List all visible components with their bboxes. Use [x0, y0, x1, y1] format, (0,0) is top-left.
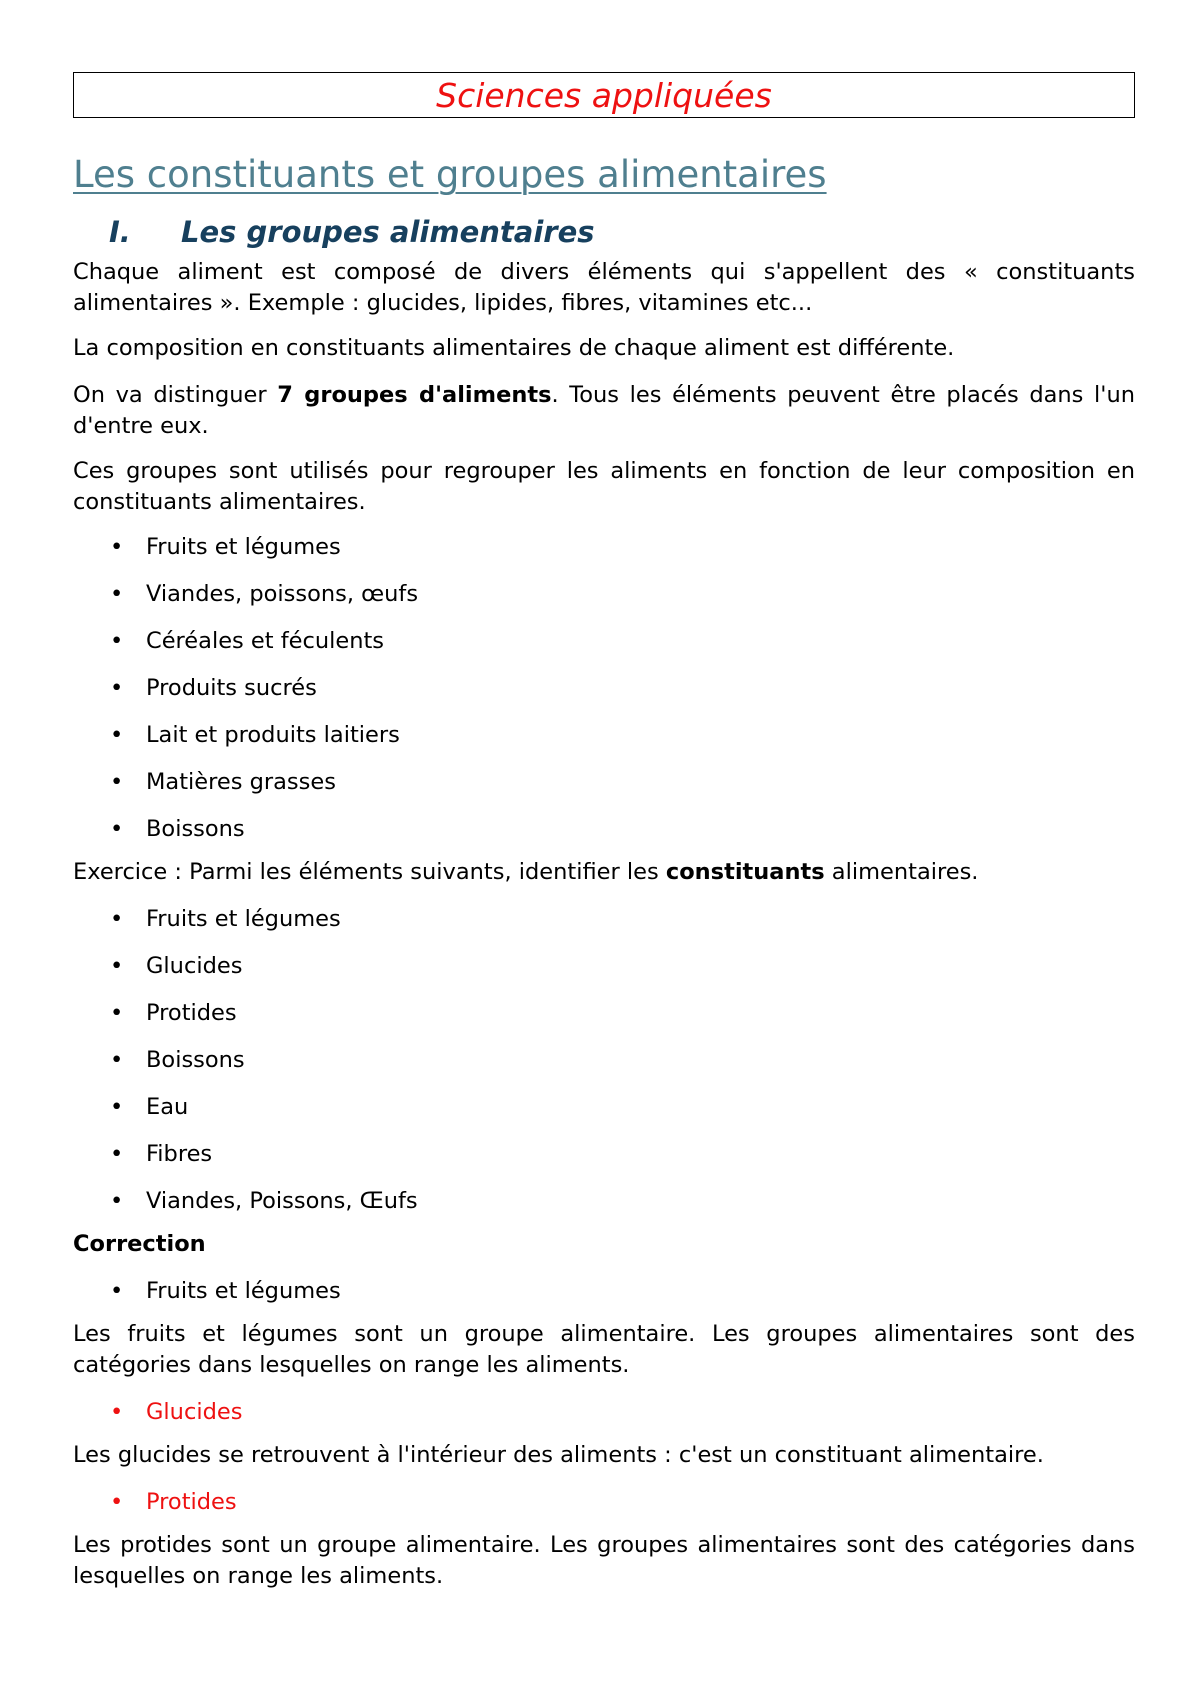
- section-number: I.: [109, 214, 131, 249]
- distinguish-bold: 7 groupes d'aliments: [277, 382, 552, 409]
- bullet-icon: •: [110, 1489, 124, 1516]
- list-item: [73, 1139, 1135, 1170]
- correction-heading: Correction: [73, 1231, 206, 1258]
- list-item-label: Viandes, Poissons, Œufs: [146, 1188, 418, 1215]
- list-item-label: Protides: [146, 1000, 237, 1027]
- exercise-bold: constituants: [665, 859, 825, 886]
- distinguish-paragraph: [73, 380, 1135, 442]
- intro-paragraph: Chaque aliment est composé de divers éléments qui s'appellent des « constituants alimentaires ». Exemple : glucides, lipides, fibres, vitamines etc...: [73, 259, 1135, 317]
- bullet-icon: •: [110, 1141, 124, 1168]
- correction-list-2: [73, 1397, 1135, 1428]
- bullet-icon: •: [110, 722, 124, 749]
- section-heading: [73, 215, 1135, 250]
- bullet-icon: •: [110, 1047, 124, 1074]
- distinguish-suffix: . Tous les éléments peuvent être placés dans l'un d'entre eux.: [73, 382, 1136, 440]
- bullet-icon: •: [110, 1399, 124, 1426]
- correction-text-2: Les glucides se retrouvent à l'intérieur des aliments : c'est un constituant alimentaire.: [73, 1442, 1044, 1469]
- exercise-suffix: alimentaires.: [824, 859, 979, 886]
- list-item-label: Protides: [146, 1489, 237, 1516]
- list-item: [73, 767, 1135, 798]
- list-item-label: Fruits et légumes: [146, 906, 341, 933]
- list-item-label: Boissons: [146, 816, 245, 843]
- list-item: [73, 904, 1135, 935]
- bullet-icon: •: [110, 675, 124, 702]
- groups-paragraph: Ces groupes sont utilisés pour regrouper les aliments en fonction de leur composition en constituants alimentaires.: [73, 458, 1135, 516]
- exercise-prefix: Exercice : Parmi les éléments suivants, identifier les: [73, 859, 666, 886]
- section-title: Les groupes alimentaires: [181, 214, 595, 249]
- list-item-label: Fruits et légumes: [146, 534, 341, 561]
- list-item-label: Fibres: [146, 1141, 213, 1168]
- correction-text-3: Les protides sont un groupe alimentaire. Les groupes alimentaires sont des catégories dans lesquelles on range les aliments.: [73, 1532, 1135, 1590]
- exercise-paragraph: [73, 857, 1135, 888]
- correction-text-1: Les fruits et légumes sont un groupe alimentaire. Les groupes alimentaires sont des catégories dans lesquelles on range les aliments.: [73, 1321, 1135, 1379]
- bullet-icon: •: [110, 769, 124, 796]
- list-item: [73, 814, 1135, 845]
- bullet-icon: •: [110, 1094, 124, 1121]
- list-item-label: Eau: [146, 1094, 189, 1121]
- list-item: [73, 1487, 1135, 1518]
- composition-paragraph: La composition en constituants alimentaires de chaque aliment est différente.: [73, 335, 955, 362]
- bullet-icon: •: [110, 906, 124, 933]
- exercise-list: [73, 904, 1135, 1217]
- list-item: [73, 579, 1135, 610]
- bullet-icon: •: [110, 534, 124, 561]
- list-item: [73, 720, 1135, 751]
- list-item-label: Matières grasses: [146, 769, 336, 796]
- list-item: [73, 673, 1135, 704]
- list-item: [73, 1276, 1135, 1307]
- bullet-icon: •: [110, 953, 124, 980]
- bullet-icon: •: [110, 1278, 124, 1305]
- list-item: [73, 626, 1135, 657]
- list-item-label: Céréales et féculents: [146, 628, 385, 655]
- doc-title: Les constituants et groupes alimentaires: [73, 153, 827, 196]
- list-item-label: Glucides: [146, 1399, 243, 1426]
- list-item: [73, 998, 1135, 1029]
- list-item-label: Produits sucrés: [146, 675, 317, 702]
- header-box: [73, 72, 1135, 118]
- groups-list: [73, 532, 1135, 845]
- list-item: [73, 1186, 1135, 1217]
- list-item-label: Viandes, poissons, œufs: [146, 581, 419, 608]
- list-item: [73, 1397, 1135, 1428]
- list-item: [73, 1092, 1135, 1123]
- bullet-icon: •: [110, 816, 124, 843]
- list-item-label: Glucides: [146, 953, 243, 980]
- correction-list-3: [73, 1487, 1135, 1518]
- list-item-label: Boissons: [146, 1047, 245, 1074]
- bullet-icon: •: [110, 628, 124, 655]
- list-item: [73, 1045, 1135, 1076]
- document-page: [73, 72, 1135, 1608]
- list-item-label: Lait et produits laitiers: [146, 722, 400, 749]
- list-item: [73, 951, 1135, 982]
- correction-list-1: [73, 1276, 1135, 1307]
- bullet-icon: •: [110, 1000, 124, 1027]
- header-title: Sciences appliquées: [436, 75, 772, 115]
- list-item-label: Fruits et légumes: [146, 1278, 341, 1305]
- bullet-icon: •: [110, 581, 124, 608]
- distinguish-prefix: On va distinguer: [73, 382, 278, 409]
- list-item: [73, 532, 1135, 563]
- bullet-icon: •: [110, 1188, 124, 1215]
